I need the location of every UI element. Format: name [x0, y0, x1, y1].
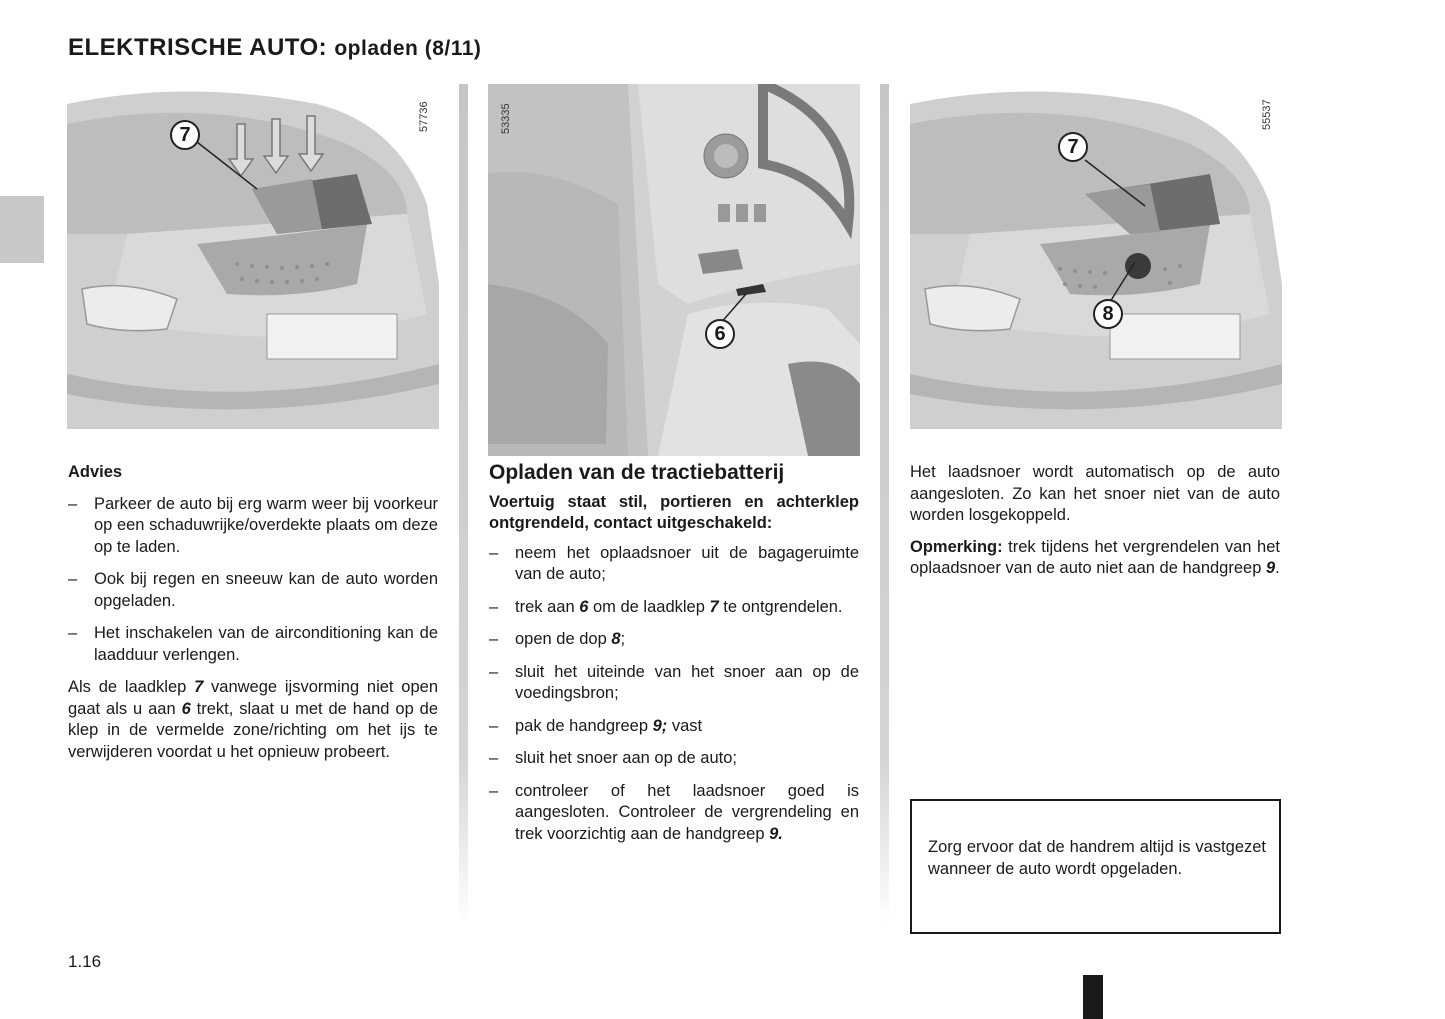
list-item: – sluit het snoer aan op de auto;: [489, 748, 859, 770]
callout-7: 7: [170, 120, 200, 150]
column-1-text: [68, 462, 438, 763]
ice-paragraph: Als de laadklep 7 vanwege ijsvorming niet open gaat als u aan 6 trekt, slaat u met de hand op de klep in de vermelde zone/richting om het ijs te verwijderen voordat u het opnieuw probeert.: [68, 678, 439, 761]
handbrake-notice-box: [910, 799, 1281, 934]
car-front-illustration: [67, 84, 439, 429]
note-paragraph: Opmerking: trek tijdens het vergrendelen van het oplaadsnoer van de auto niet aan de handgreep 9.: [910, 537, 1280, 577]
column-divider: [459, 84, 468, 924]
page-title: ELEKTRISCHE AUTO: opladen (8/11): [68, 34, 482, 61]
handbrake-notice-text: Zorg ervoor dat de handrem altijd is vastgezet wanneer de auto wordt opgeladen.: [928, 838, 1266, 878]
list-item: – Ook bij regen en sneeuw kan de auto worden opgeladen.: [68, 569, 438, 612]
advice-list: [68, 494, 438, 667]
car-front-open-illustration: [910, 84, 1282, 429]
list-item: – pak de handgreep 9; vast: [489, 716, 859, 738]
callout-7: 7: [1058, 132, 1088, 162]
callout-6: 6: [705, 319, 735, 349]
list-item: – Parkeer de auto bij erg warm weer bij voorkeur op een schaduwrijke/overdekte plaats om deze op te laden.: [68, 494, 438, 559]
auto-lock-paragraph: Het laadsnoer wordt automatisch op de auto aangesloten. Zo kan het snoer niet van de auto worden losgekoppeld.: [910, 463, 1280, 524]
figure-number: 57736: [418, 101, 430, 132]
list-item: – sluit het uiteinde van het snoer aan op de voedingsbron;: [489, 662, 859, 705]
figure-number: 55537: [1261, 99, 1273, 130]
charging-steps: [489, 543, 859, 846]
section-subheading: Voertuig staat stil, portieren en achterklep ontgrendeld, contact uitgeschakeld:: [489, 492, 859, 532]
list-item: – neem het oplaadsnoer uit de bagageruimte van de auto;: [489, 543, 859, 586]
section-tab: [0, 196, 44, 263]
list-item: – controleer of het laadsnoer goed is aangesloten. Controleer de vergrendeling en trek voorzichtig aan de handgreep 9.: [489, 781, 859, 846]
page-number: 1.16: [68, 952, 102, 971]
figure-car-open-flap: [910, 84, 1282, 429]
callout-8: 8: [1093, 299, 1123, 329]
list-item: – Het inschakelen van de airconditioning kan de laadduur verlengen.: [68, 623, 438, 666]
column-2-text: [489, 462, 859, 856]
list-item: – open de dop 8;: [489, 629, 859, 651]
advice-heading: Advies: [68, 463, 123, 481]
list-item: – trek aan 6 om de laadklep 7 te ontgrendelen.: [489, 597, 859, 619]
figure-number: 53335: [500, 103, 512, 134]
column-divider: [880, 84, 889, 924]
column-3-text: [910, 462, 1280, 580]
page-edge-marker: [1083, 975, 1103, 1019]
interior-illustration: [488, 84, 860, 456]
section-heading: Opladen van de tractiebatterij: [489, 461, 785, 484]
figure-car-charge-flap: [67, 84, 439, 429]
figure-interior-lever: [488, 84, 860, 456]
